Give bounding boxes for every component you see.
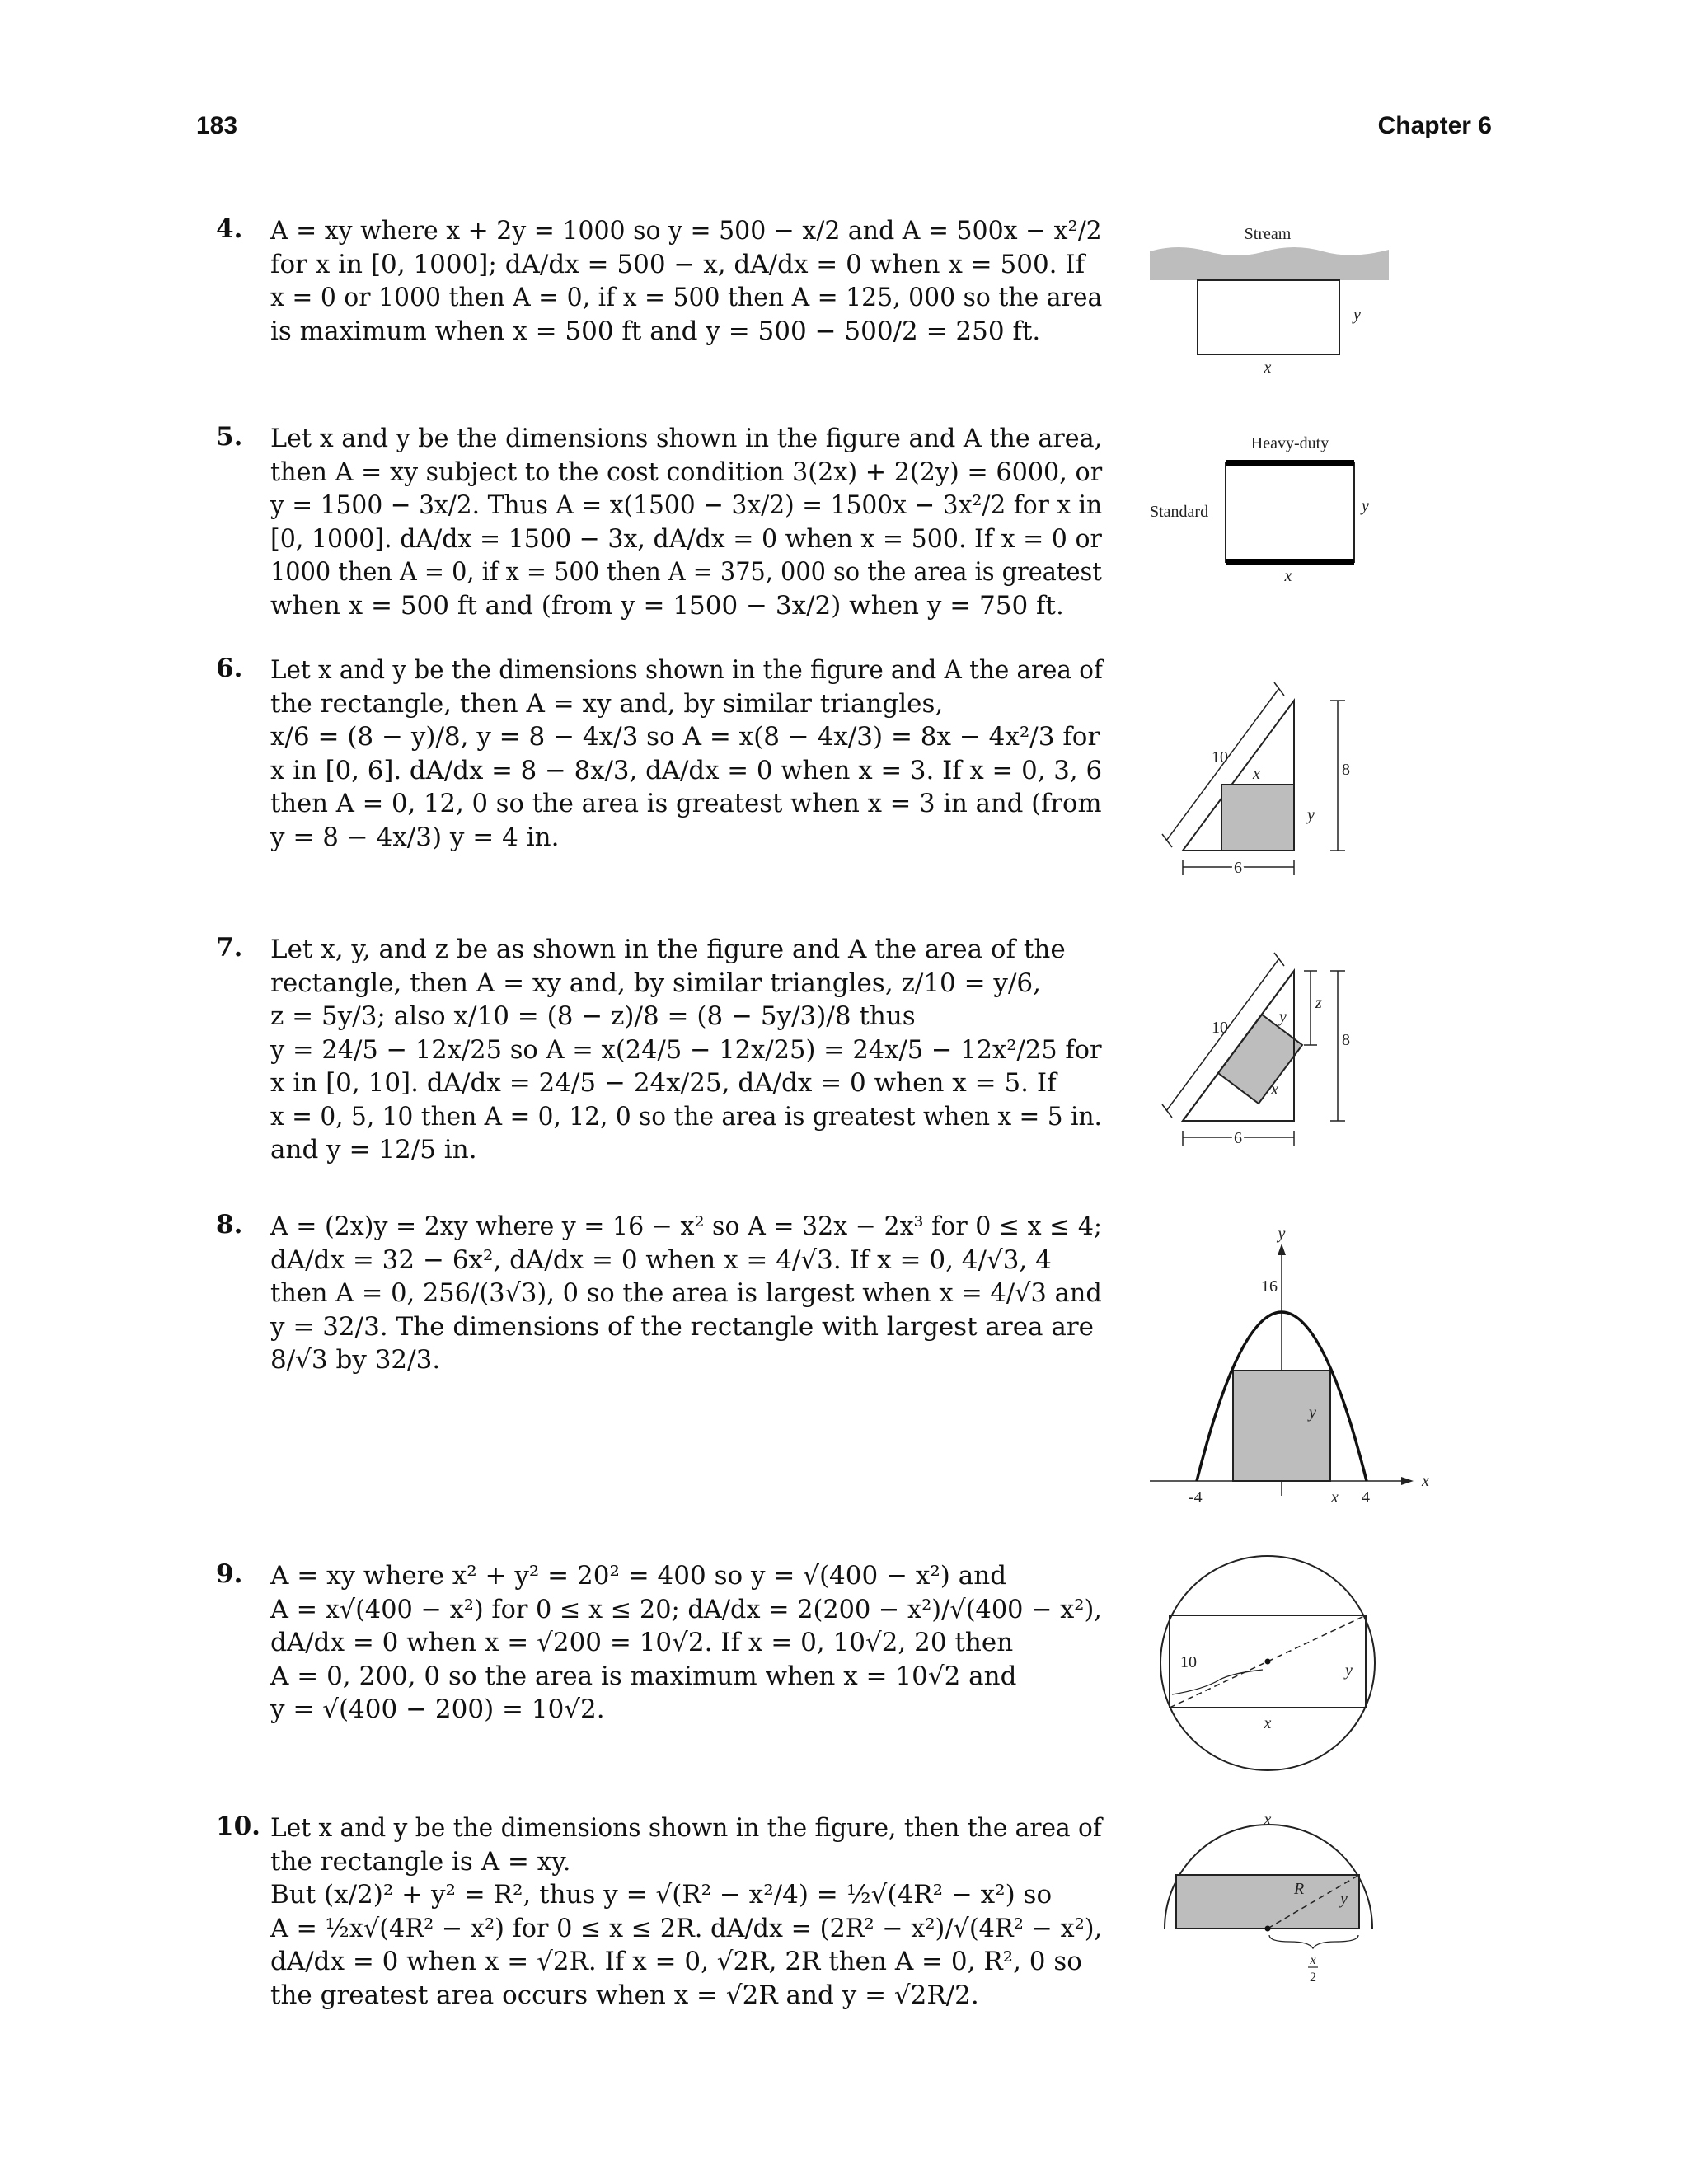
figure-5-fence <box>1146 429 1393 585</box>
problem-7 <box>216 933 1102 1167</box>
fig7-rect <box>1218 1015 1302 1104</box>
problem-line: y = √(400 − 200) = 10√2. <box>270 1694 605 1724</box>
problem-line: y = 8 − 4x/3) y = 4 in. <box>270 822 560 852</box>
problem-line: Let x and y be the dimensions shown in the figure and A the area, <box>270 424 1103 453</box>
problem-number: 8. <box>216 1210 243 1240</box>
problem-line: then A = 0, 256/(3√3), 0 so the area is largest when x = 4/√3 and <box>270 1278 1102 1308</box>
problem-line: Let x and y be the dimensions shown in the figure and A the area of <box>270 655 1103 685</box>
fig8-rect <box>1233 1371 1330 1481</box>
fig6-rect <box>1221 785 1294 851</box>
fig6-base-label: 6 <box>1234 859 1242 877</box>
problem-line: and y = 12/5 in. <box>270 1135 477 1165</box>
fig4-stream-shape <box>1150 247 1389 280</box>
fig5-heavy-bottom <box>1226 559 1354 565</box>
problem-line: when x = 500 ft and (from y = 1500 − 3x/2) when y = 750 ft. <box>270 590 1064 621</box>
problem-line: [0, 1000]. dA/dx = 1500 − 3x, dA/dx = 0 when x = 500. If x = 0 or <box>270 523 1102 554</box>
fig10-y-label: y <box>1340 1890 1348 1908</box>
problem-number: 10. <box>216 1811 260 1841</box>
problem-8 <box>216 1210 1102 1377</box>
fig7-base-label: 6 <box>1234 1129 1242 1147</box>
fig4-fence-rect <box>1198 280 1339 354</box>
fig7-x-label: x <box>1271 1080 1278 1099</box>
problem-line: Let x and y be the dimensions shown in the figure, then the area of <box>270 1813 1102 1843</box>
problem-text <box>270 654 1102 854</box>
problem-line: A = (2x)y = 2xy where y = 16 − x² so A = 32x − 2x³ for 0 ≤ x ≤ 4; <box>270 1212 1103 1241</box>
fig8-pos-label: 4 <box>1362 1488 1370 1507</box>
problem-line: the greatest area occurs when x = √2R and y = √2R/2. <box>270 1980 979 2010</box>
problem-text <box>270 1559 1102 1727</box>
problem-text <box>270 1811 1102 2012</box>
problem-line: the rectangle is A = xy. <box>270 1846 571 1877</box>
problem-line: But (x/2)² + y² = R², thus y = √(R² − x²/4) = ½√(4R² − x²) so <box>270 1880 1053 1910</box>
fig8-x-label: x <box>1331 1488 1339 1507</box>
problem-line: dA/dx = 0 when x = √2R. If x = 0, √2R, 2R then A = 0, R², 0 so <box>270 1947 1082 1976</box>
fig5-x-label: x <box>1284 567 1292 585</box>
fig6-height-label: 8 <box>1342 761 1350 779</box>
fig4-stream-label: Stream <box>1244 225 1292 243</box>
fig9-y-label: y <box>1345 1661 1353 1680</box>
fig6-x-label: x <box>1253 765 1260 783</box>
fig9-x-label: x <box>1264 1714 1272 1732</box>
fig6-hyp-label: 10 <box>1212 748 1228 766</box>
fig5-heavy-top <box>1226 460 1354 466</box>
problem-line: the rectangle, then A = xy and, by similar triangles, <box>270 688 944 719</box>
figure-7-triangle <box>1146 930 1376 1160</box>
problem-line: x in [0, 6]. dA/dx = 8 − 8x/3, dA/dx = 0 when x = 3. If x = 0, 3, 6 <box>270 755 1103 785</box>
problem-line: y = 24/5 − 12x/25 so A = x(24/5 − 12x/25) = 24x/5 − 12x²/25 for <box>270 1034 1102 1065</box>
problem-line: 1000 then A = 0, if x = 500 then A = 375, 000 so the area is greatest <box>270 557 1102 587</box>
fig10-half-num: x <box>1310 1953 1316 1967</box>
problem-number: 6. <box>216 654 243 683</box>
fig7-hyp-label: 10 <box>1212 1019 1228 1037</box>
problem-line: y = 32/3. The dimensions of the rectangle with largest area are <box>270 1311 1095 1342</box>
fig5-standard-label: Standard <box>1150 503 1209 521</box>
problem-text <box>270 214 1102 348</box>
figure-9-circle <box>1154 1549 1385 1780</box>
fig8-xaxis-label: x <box>1422 1472 1429 1490</box>
problem-line: A = x√(400 − x²) for 0 ≤ x ≤ 20; dA/dx = 2(200 − x²)/√(400 − x²), <box>270 1594 1102 1624</box>
fig6-y-label: y <box>1307 806 1315 824</box>
problem-line: x in [0, 10]. dA/dx = 24/5 − 24x/25, dA/dx = 0 when x = 5. If <box>270 1068 1057 1098</box>
problem-9 <box>216 1559 1102 1727</box>
problem-text <box>270 933 1102 1167</box>
problem-number: 7. <box>216 933 243 963</box>
fig10-half-den: 2 <box>1310 1971 1316 1985</box>
problem-line: z = 5y/3; also x/10 = (8 − z)/8 = (8 − 5y/3)/8 thus <box>270 1001 916 1031</box>
fig9-r-label: 10 <box>1180 1653 1197 1671</box>
figure-8-parabola <box>1146 1216 1434 1512</box>
fig7-y-label: y <box>1279 1008 1287 1026</box>
fig10-rect <box>1176 1875 1359 1929</box>
fig7-height-label: 8 <box>1342 1031 1350 1049</box>
page-number: 183 <box>196 112 238 139</box>
problem-line: x/6 = (8 − y)/8, y = 8 − 4x/3 so A = x(8 − 4x/3) = 8x − 4x²/3 for <box>270 722 1100 752</box>
problem-10 <box>216 1811 1102 2012</box>
fig8-yaxis-label: y <box>1278 1225 1286 1243</box>
problem-number: 5. <box>216 422 243 452</box>
problem-line: is maximum when x = 500 ft and y = 500 − 500/2 = 250 ft. <box>270 316 1041 346</box>
problem-text <box>270 422 1102 622</box>
figure-6-triangle <box>1146 659 1376 890</box>
fig8-y-label: y <box>1309 1404 1316 1422</box>
figure-4-stream <box>1146 218 1393 375</box>
problem-line: A = xy where x + 2y = 1000 so y = 500 − x/2 and A = 500x − x²/2 <box>270 216 1102 246</box>
fig8-neg-label: -4 <box>1189 1488 1203 1507</box>
problem-5 <box>216 422 1102 622</box>
fig4-x-label: x <box>1264 359 1272 377</box>
problem-line: for x in [0, 1000]; dA/dx = 500 − x, dA/dx = 0 when x = 500. If <box>270 249 1085 279</box>
fig10-R-label: R <box>1294 1880 1305 1898</box>
fig4-y-label: y <box>1353 306 1361 324</box>
problem-text <box>270 1210 1102 1377</box>
problem-line: y = 1500 − 3x/2. Thus A = x(1500 − 3x/2) = 1500x − 3x²/2 for x in <box>270 490 1103 520</box>
problem-line: Let x, y, and z be as shown in the figure and A the area of the <box>270 935 1066 964</box>
fig8-peak-label: 16 <box>1261 1277 1278 1296</box>
problem-line: 8/√3 by 32/3. <box>270 1345 441 1375</box>
problem-6 <box>216 654 1102 854</box>
fig10-x-label: x <box>1264 1811 1272 1829</box>
problem-line: dA/dx = 0 when x = √200 = 10√2. If x = 0, 10√2, 20 then <box>270 1628 1014 1657</box>
figure-10-semicircle <box>1154 1805 1385 1986</box>
problem-line: then A = xy subject to the cost condition 3(2x) + 2(2y) = 6000, or <box>270 457 1103 487</box>
problem-number: 9. <box>216 1559 243 1589</box>
problem-line: rectangle, then A = xy and, by similar triangles, z/10 = y/6, <box>270 968 1041 998</box>
problem-line: dA/dx = 32 − 6x², dA/dx = 0 when x = 4/√3. If x = 0, 4/√3, 4 <box>270 1244 1052 1275</box>
fig7-z-label: z <box>1315 994 1322 1012</box>
chapter-title: Chapter 6 <box>1377 112 1492 139</box>
problem-4 <box>216 214 1102 348</box>
fig5-rect <box>1226 463 1354 562</box>
fig5-heavy-label: Heavy-duty <box>1250 434 1329 452</box>
fig5-y-label: y <box>1362 497 1369 515</box>
problem-line: x = 0 or 1000 then A = 0, if x = 500 then A = 125, 000 so the area <box>270 283 1103 312</box>
problem-line: A = xy where x² + y² = 20² = 400 so y = √(400 − x²) and <box>270 1561 1007 1591</box>
problem-line: A = 0, 200, 0 so the area is maximum when x = 10√2 and <box>270 1661 1017 1691</box>
problem-line: x = 0, 5, 10 then A = 0, 12, 0 so the area is greatest when x = 5 in. <box>270 1101 1102 1132</box>
problem-number: 4. <box>216 214 243 244</box>
problem-line: A = ½x√(4R² − x²) for 0 ≤ x ≤ 2R. dA/dx = (2R² − x²)/√(4R² − x²), <box>270 1913 1103 1943</box>
problem-line: then A = 0, 12, 0 so the area is greatest when x = 3 in and (from <box>270 789 1102 818</box>
